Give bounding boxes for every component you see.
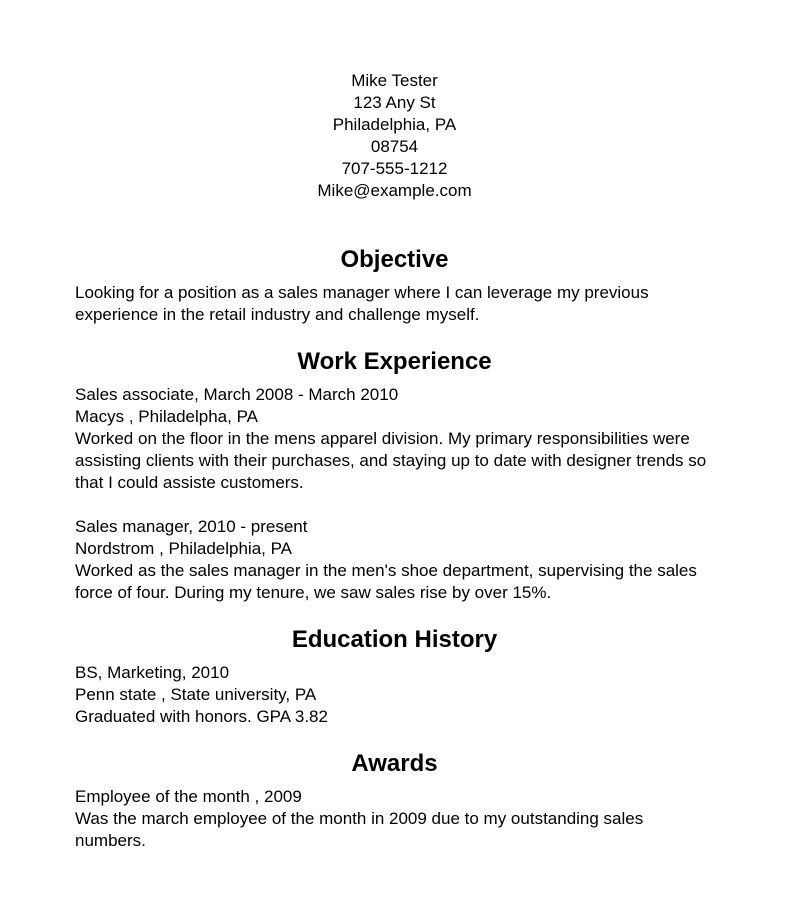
job-description: Worked on the floor in the mens apparel division. My primary responsibilities were assisting clients with their purchases, and staying up to date with designer trends so that I could assiste customers. [75,429,707,492]
job-title: Sales manager, 2010 - present [75,517,308,536]
job-entry [75,516,714,604]
section-heading-objective: Objective [340,246,449,273]
contact-name: Mike Tester [351,71,438,90]
contact-phone: 707-555-1212 [341,159,448,178]
award-entry [75,786,714,852]
contact-city: Philadelphia, PA [332,115,457,134]
objective-text: Looking for a position as a sales manager where I can leverage my previous experience in the retail industry and challenge myself. [75,283,649,324]
job-title: Sales associate, March 2008 - March 2010 [75,385,399,404]
education-degree: BS, Marketing, 2010 [75,663,230,682]
job-company: Macys , Philadelpha, PA [75,407,258,426]
contact-zip: 08754 [370,137,419,156]
section-heading-awards: Awards [351,750,438,777]
award-title: Employee of the month , 2009 [75,787,302,806]
education-note: Graduated with honors. GPA 3.82 [75,707,328,726]
education-school: Penn state , State university, PA [75,685,317,704]
section-heading-education: Education History [291,626,498,653]
section-heading-work-experience: Work Experience [297,348,492,375]
contact-block [75,70,714,202]
award-description: Was the march employee of the month in 2009 due to my outstanding sales numbers. [75,809,644,850]
contact-email: Mike@example.com [317,181,472,200]
job-company: Nordstrom , Philadelphia, PA [75,539,293,558]
job-entry [75,384,714,494]
job-description: Worked as the sales manager in the men's shoe department, supervising the sales force of four. During my tenure, we saw sales rise by over 15%. [75,561,697,602]
education-entry [75,662,714,728]
contact-street: 123 Any St [353,93,436,112]
